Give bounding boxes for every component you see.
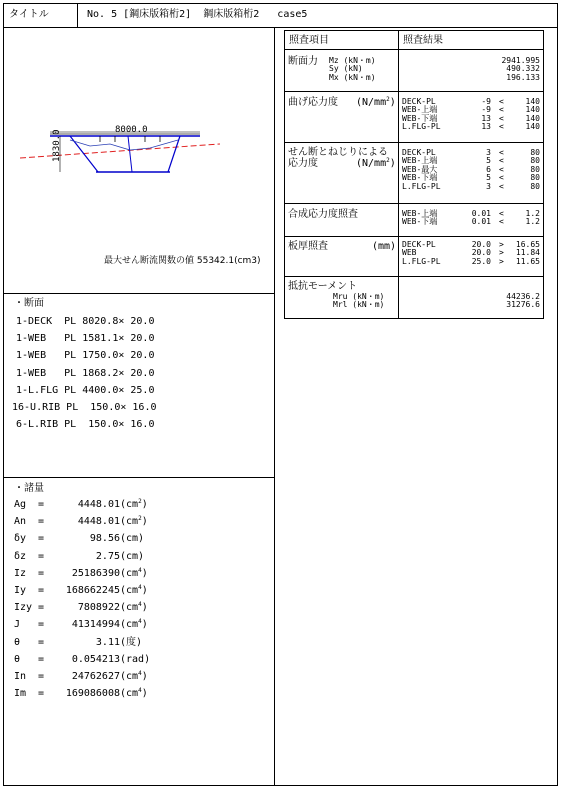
prop-unit-exp: 4: [138, 584, 142, 591]
bending-unit-exp: 2: [386, 96, 390, 103]
title-divider: [3, 27, 558, 28]
shear-flow-curve: [70, 140, 178, 150]
shear-name: L.FLG-PL: [402, 181, 441, 191]
bending-unit: [356, 97, 396, 109]
prop-equals: =: [38, 636, 45, 648]
bending-name: DECK-PL: [402, 97, 436, 106]
shear-op: <: [499, 148, 504, 157]
section-row: 6-L.RIB PL 150.0× 16.0: [16, 419, 155, 431]
prop-unit-close: ): [141, 602, 148, 614]
shear-flow-text: 最大せん断流関数の値 55342.1(cm3): [104, 256, 261, 266]
prop-unit-text: (cm): [120, 533, 145, 545]
shear-name: WEB-下端: [402, 173, 438, 183]
check-row-6: [284, 276, 544, 277]
prop-unit: [120, 637, 142, 649]
prop-symbol: δy: [14, 533, 27, 545]
force-symbol: Mz (kN・m): [329, 56, 376, 65]
prop-unit: [120, 688, 148, 700]
bending-name: WEB-上端: [402, 105, 438, 115]
prop-value: 98.56: [89, 533, 120, 545]
combined-name: WEB-下端: [402, 217, 438, 227]
bending-value: -9: [481, 105, 491, 115]
bending-unit-close: ): [389, 97, 396, 108]
moment-value: 31276.6: [506, 300, 540, 310]
section-row: 1-L.FLG PL 4400.0× 25.0: [16, 384, 155, 396]
prop-unit-text: (度): [120, 636, 143, 648]
thickness-value: 20.0: [471, 248, 491, 258]
prop-unit-close: ): [141, 688, 148, 700]
bending-name: WEB-下端: [402, 113, 438, 123]
thickness-op: >: [499, 248, 504, 258]
prop-unit-close: ): [141, 516, 148, 528]
bending-op: <: [499, 105, 504, 115]
shear-value: 3: [486, 148, 491, 157]
thickness-limit: 11.65: [515, 256, 540, 266]
bending-name: L.FLG-PL: [402, 122, 441, 132]
prop-equals: =: [38, 688, 45, 700]
prop-unit-exp: 4: [138, 687, 142, 695]
force-value: 490.332: [506, 64, 540, 74]
shear-value: 5: [486, 156, 491, 166]
shear-limit: 80: [530, 173, 540, 183]
prop-equals: =: [38, 533, 45, 545]
prop-unit: [120, 551, 144, 563]
prop-unit: [120, 602, 148, 614]
prop-symbol: Im: [14, 688, 27, 700]
shear-limit: 80: [530, 181, 540, 191]
prop-unit-close: ): [141, 619, 148, 631]
bending-op: <: [499, 97, 504, 106]
bending-value: 13: [481, 113, 491, 123]
prop-equals: =: [38, 585, 45, 596]
prop-symbol: In: [14, 671, 27, 682]
prop-value: 24762627: [71, 671, 120, 682]
shear-name: DECK-PL: [402, 148, 436, 157]
check-row-2: [284, 91, 544, 92]
shear-op: <: [499, 181, 504, 191]
bending-limit: 140: [525, 113, 540, 123]
prop-value: 25186390: [71, 567, 120, 579]
prop-equals: =: [38, 499, 45, 510]
title-separator: [77, 3, 78, 27]
prop-value: 169086008: [65, 688, 120, 700]
prop-symbol: Iz: [14, 567, 27, 579]
moment-label: 抵抗モーメント: [288, 281, 358, 292]
force-value: 2941.995: [501, 56, 540, 65]
bending-unit-text: (N/mm: [356, 97, 387, 108]
width-dim-label: 8000.0: [115, 125, 148, 135]
prop-unit-exp: 4: [138, 670, 142, 677]
force-value: 196.133: [506, 72, 540, 82]
prop-value: 168662245: [65, 585, 120, 596]
prop-unit-text: (cm): [120, 550, 145, 562]
shear-unit-close: ): [389, 158, 396, 169]
section-row: 1-WEB PL 1750.0× 20.0: [16, 350, 155, 362]
combined-limit: 1.2: [525, 217, 540, 227]
prop-equals: =: [38, 550, 45, 562]
shear-limit: 80: [530, 148, 540, 157]
shear-unit: [356, 158, 396, 170]
web-mid: [128, 136, 132, 172]
moment-value: 44236.2: [506, 292, 540, 301]
check-header-result: 照査結果: [403, 35, 443, 46]
shear-label-2: 応力度: [288, 158, 318, 169]
prop-value: 3.11: [95, 636, 120, 648]
shear-unit-text: (N/mm: [356, 158, 387, 169]
prop-unit-text: (cm: [120, 567, 139, 579]
cross-section-figure: [20, 110, 220, 190]
prop-unit-close: ): [141, 671, 148, 682]
prop-unit: [120, 568, 148, 580]
bending-limit: 140: [525, 122, 540, 132]
combined-value: 0.01: [471, 217, 491, 227]
combined-value: 0.01: [471, 209, 491, 218]
check-header-item: 照査項目: [289, 35, 329, 46]
check-row-3: [284, 142, 544, 143]
prop-unit: [120, 585, 148, 597]
bending-label: 曲げ応力度: [288, 97, 338, 108]
prop-unit-text: (cm: [120, 688, 139, 700]
thickness-unit: (mm): [372, 241, 397, 252]
prop-unit-close: ): [141, 567, 148, 579]
figure-bottom-divider: [3, 293, 274, 294]
prop-unit-close: ): [141, 585, 148, 596]
prop-unit-exp: 2: [138, 515, 142, 523]
section-row: 1-WEB PL 1581.1× 20.0: [16, 333, 155, 345]
thickness-limit: 16.65: [515, 240, 540, 249]
shear-op: <: [499, 164, 504, 174]
props-heading: ・諸量: [14, 483, 44, 494]
shear-value: 5: [486, 173, 491, 183]
prop-value: 0.054213: [71, 653, 120, 665]
thickness-value: 25.0: [471, 256, 491, 266]
prop-equals: =: [38, 602, 45, 614]
prop-unit-text: (cm: [120, 619, 139, 631]
bending-value: -9: [481, 97, 491, 106]
prop-unit-close: ): [141, 499, 148, 510]
prop-unit-text: (rad): [120, 653, 151, 665]
height-dim-label: 1830.0: [52, 129, 62, 162]
thickness-name: L.FLG-PL: [402, 256, 441, 266]
thickness-name: DECK-PL: [402, 240, 436, 249]
bending-limit: 140: [525, 97, 540, 106]
prop-symbol: θ: [14, 653, 21, 665]
prop-symbol: Izy: [14, 602, 33, 614]
thickness-name: WEB: [402, 248, 417, 258]
prop-unit: [120, 671, 148, 683]
prop-unit-exp: 4: [138, 618, 142, 626]
prop-unit-exp: 2: [138, 498, 142, 505]
column-divider: [274, 27, 275, 786]
combined-op: <: [499, 209, 504, 218]
combined-op: <: [499, 217, 504, 227]
prop-unit-exp: 4: [138, 601, 142, 609]
prop-unit-text: (cm: [120, 499, 139, 510]
prop-value: 4448.01: [77, 499, 120, 510]
title-value: No. 5 [鋼床版箱桁2] 鋼床版箱桁2 case5: [87, 9, 308, 20]
section-row: 1-WEB PL 1868.2× 20.0: [16, 367, 155, 379]
thickness-label: 板厚照査: [288, 241, 328, 252]
prop-equals: =: [38, 619, 45, 631]
section-row: 1-DECK PL 8020.8× 20.0: [16, 316, 155, 327]
prop-symbol: θ: [14, 636, 21, 648]
bending-value: 13: [481, 122, 491, 132]
shear-op: <: [499, 173, 504, 183]
prop-symbol: J: [14, 619, 21, 631]
prop-unit-text: (cm: [120, 585, 139, 596]
shear-label-1: せん断とねじりによる: [288, 147, 388, 158]
bending-op: <: [499, 122, 504, 132]
prop-symbol: Iy: [14, 585, 27, 596]
combined-label: 合成応力度照査: [288, 209, 358, 220]
shear-limit: 80: [530, 156, 540, 166]
shear-unit-exp: 2: [386, 157, 390, 164]
section-bottom-divider: [3, 477, 274, 478]
prop-unit-text: (cm: [120, 602, 139, 614]
thickness-op: >: [499, 256, 504, 266]
prop-unit: [120, 654, 150, 666]
title-label: タイトル: [9, 9, 49, 20]
moment-symbol: Mrl (kN・m): [333, 300, 385, 310]
prop-unit: [120, 533, 144, 545]
prop-value: 4448.01: [77, 516, 120, 528]
prop-equals: =: [38, 516, 45, 528]
force-label: 断面力: [288, 56, 318, 67]
section-row: 16-U.RIB PL 150.0× 16.0: [12, 402, 157, 413]
prop-unit: [120, 619, 148, 631]
bending-limit: 140: [525, 105, 540, 115]
shear-limit: 80: [530, 164, 540, 174]
thickness-op: >: [499, 240, 504, 249]
force-symbol: Mx (kN・m): [329, 72, 376, 82]
shear-name: WEB-最大: [402, 164, 438, 174]
combined-limit: 1.2: [525, 209, 540, 218]
prop-unit-exp: 4: [138, 566, 142, 574]
prop-equals: =: [38, 567, 45, 579]
force-symbol: Sy (kN): [329, 64, 363, 74]
shear-value: 6: [486, 164, 491, 174]
prop-symbol: δz: [14, 550, 27, 562]
neutral-axis-line: [20, 144, 220, 158]
prop-symbol: Ag: [14, 499, 27, 510]
prop-equals: =: [38, 671, 45, 682]
prop-symbol: An: [14, 516, 27, 528]
thickness-limit: 11.84: [515, 248, 540, 258]
shear-op: <: [499, 156, 504, 166]
prop-unit: [120, 516, 148, 528]
shear-value: 3: [486, 181, 491, 191]
prop-value: 41314994: [71, 619, 120, 631]
prop-unit: [120, 499, 148, 511]
check-row-1: [284, 49, 544, 50]
prop-equals: =: [38, 653, 45, 665]
bending-op: <: [499, 113, 504, 123]
moment-symbol: Mru (kN・m): [333, 292, 385, 301]
section-heading: ・断面: [14, 298, 44, 309]
thickness-value: 20.0: [471, 240, 491, 249]
prop-unit-text: (cm: [120, 671, 139, 682]
check-row-5: [284, 236, 544, 237]
prop-value: 2.75: [95, 550, 120, 562]
prop-unit-text: (cm: [120, 516, 139, 528]
combined-name: WEB-上端: [402, 209, 438, 218]
shear-name: WEB-上端: [402, 156, 438, 166]
check-row-4: [284, 203, 544, 204]
prop-value: 7808922: [77, 602, 120, 614]
